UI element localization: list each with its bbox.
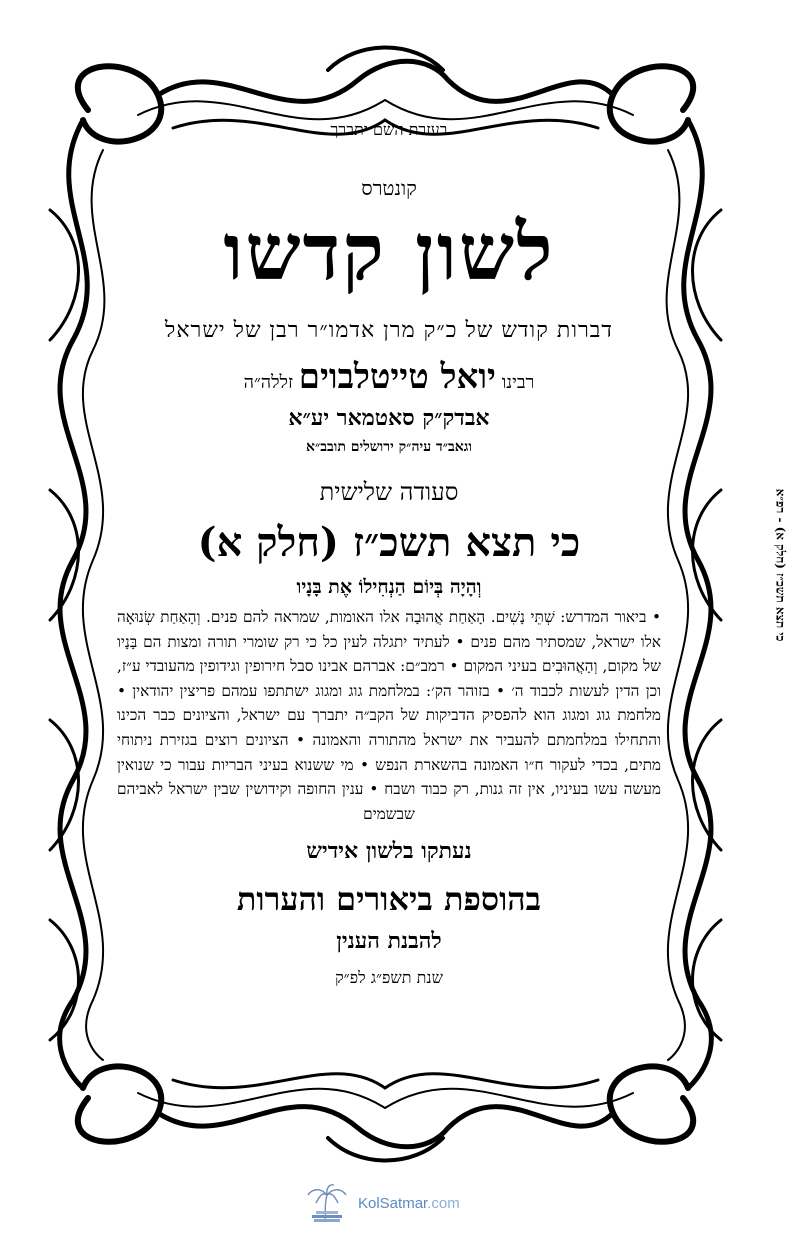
blessing-header: בעזרת השם יתברך bbox=[330, 120, 448, 139]
side-label-text: כי תצא תשכ״ז (חלק א) - רפ״א bbox=[773, 488, 788, 642]
understanding-note: להבנת הענין bbox=[336, 928, 442, 955]
parsha-title: כי תצא תשכ״ז (חלק א) bbox=[197, 519, 581, 566]
watermark-tld: .com bbox=[427, 1194, 460, 1212]
author-suffix: זללה״ה bbox=[243, 372, 293, 393]
kuntres-label: קונטרס bbox=[361, 176, 417, 200]
publication-year: שנת תשפ״ג לפ״ק bbox=[335, 968, 443, 988]
author-title-jerusalem: וגאב״ד עיה״ק ירושלים תובב״א bbox=[306, 439, 472, 455]
author-prefix: רבינו bbox=[501, 372, 535, 393]
verse-quote: וְהָיָה בְּיוֹם הַנְחִילוֹ אֶת בָּנָיו bbox=[296, 576, 482, 598]
watermark-brand: KolSatmar bbox=[358, 1194, 428, 1212]
watermark-logo[interactable] bbox=[304, 1180, 504, 1226]
divrei-kodesh-line: דברות קודש של כ״ק מרן אדמו״ר רבן של ישראל bbox=[165, 318, 613, 343]
topics-summary: • ביאור המדרש: שְׁתֵּי נָשִׁים. הָאַחַת אֲהוּבָה אלו האומות, שמראה להם פנים. וְהָאַחַת שְׂנוּאָה אלו ישראל, שמסתיר מהם פנים • לעתיד יתגלה לעין כל כי רק שומרי תורה ומצות הם בָּנָיו של מקום, וְהָאֲהוּבִים בעיני המקום • רמב״ם: אברהם אבינו סבל חירופין וגידופין מהעובדי ע״ז, וכן הדין לעשות לכבוד ה׳ • בזוהר הק׳: במלחמת גוג ומגוג ישתתפו עמהם פריצין יהודאין • מלחמת גוג ומגוג הוא להפסיק הדביקות של הקב״ה יתברך עם ישראל, והציונים כבר הכינו והתחילו במלחמתם להעביר את ישראל מהתורה והאמונה • הציונים רוצים בגזירת ניתוחי מתים, בכדי לעקור ח״ו האמונה בהשארת הנפש • מי ששנוא בעיני הבריות עבור כי שנואין מעשה עשו בעיניו, אין זה גנות, רק כבוד ושבח • ענין החופה וקידושין שבין ישראל לאביהם שבשמים bbox=[117, 608, 661, 823]
palm-tree-books-icon bbox=[304, 1181, 350, 1225]
book-title: לשון קדשו bbox=[223, 207, 555, 298]
additions-note: בהוספת ביאורים והערות bbox=[236, 880, 542, 919]
occasion-label: סעודה שלישית bbox=[319, 478, 459, 506]
watermark-text bbox=[358, 1195, 460, 1212]
author-title-satmar: אבדק״ק סאטמאר יע״א bbox=[288, 405, 490, 431]
author-line bbox=[115, 357, 663, 397]
translated-note: נעתקו בלשון אידיש bbox=[306, 838, 472, 865]
author-name: יואל טייטלבוים bbox=[298, 357, 496, 397]
title-page-content bbox=[115, 108, 663, 1148]
